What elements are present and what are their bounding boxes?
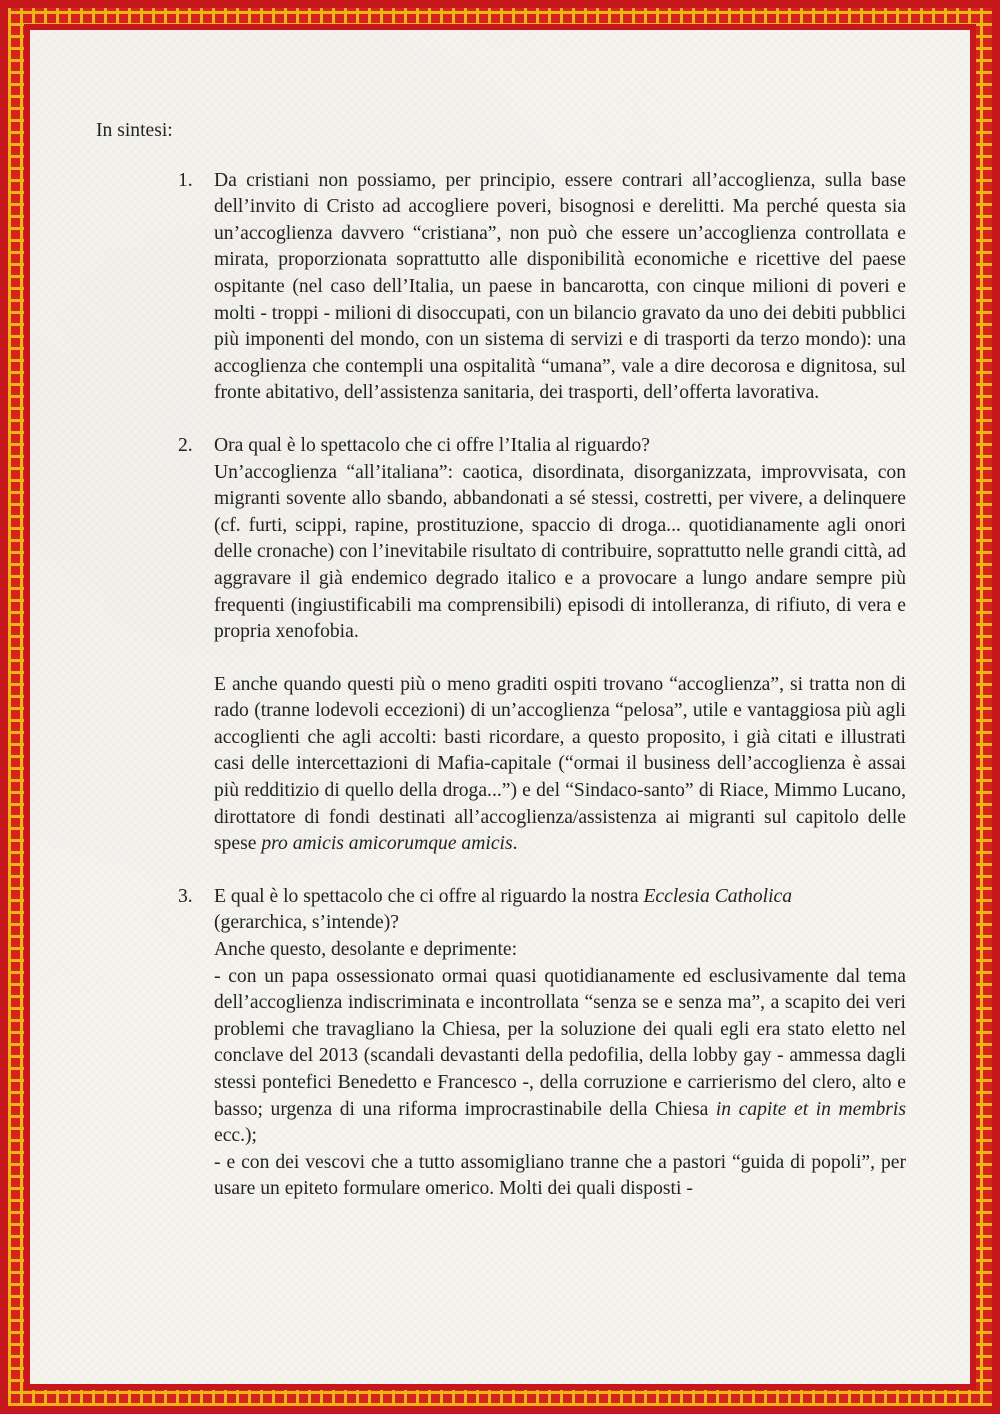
- numbered-list: [96, 168, 906, 1203]
- text-run: E qual è lo spettacolo che ci offre al riguardo la nostra: [214, 885, 644, 907]
- item-3-question-cont: (gerarchica, s’intende)?: [214, 912, 399, 934]
- document-body: [96, 118, 906, 1229]
- item-3-paragraph-2: - e con dei vescovi che a tutto assomigliano tranne che a pastori “guida di popoli”, per usare un epiteto formulare omerico. Molti dei quali disposti -: [214, 1151, 906, 1200]
- text-run: ecc.);: [214, 1125, 257, 1147]
- item-3-paragraph-1: [214, 964, 906, 1150]
- text-run: E anche quando questi più o meno graditi ospiti trovano “accoglienza”, si tratta non di rado (tranne lodevoli eccezioni) di un’accoglienza “pelosa”, utile e vantaggiosa più agli accoglienti che agli accolti: basti ricordare, a questo proposito, i già citati e illustrati casi delle intercettazioni di Mafia-capitale (“ormai il business dell’accoglienza è assai più redditizio di quello della droga...”) e del “Sindaco-santo” di Riace, Mimmo Lucano, dirottatore di fondi destinati all’accoglienza/assistenza ai migranti sul capitolo delle spese: [214, 673, 906, 855]
- item-number: 3.: [178, 885, 193, 907]
- list-item-3: [96, 884, 906, 1203]
- item-number: 1.: [178, 169, 193, 191]
- list-item-1: [96, 168, 906, 407]
- item-3-question: [214, 884, 906, 911]
- item-2-question: Ora qual è lo spettacolo che ci offre l’Italia al riguardo?: [214, 434, 650, 456]
- italic-phrase: in capite et in membris: [715, 1098, 907, 1120]
- item-3-intro: Anche questo, desolante e deprimente:: [214, 939, 518, 961]
- italic-phrase: pro amicis amicorumque amicis: [261, 833, 513, 855]
- list-item-2: [96, 433, 906, 858]
- text-run: - con un papa ossessionato ormai quasi quotidianamente ed esclusivamente dal tema dell’accoglienza indiscriminata e incontrollata “senza se e senza ma”, a scapito dei veri problemi che travagliano la Chiesa, per la soluzione dei quali egli era stato eletto nel conclave del 2013 (scandali devastanti della pedofilia, della lobby gay - ammessa dagli stessi pontefici Benedetto e Francesco -, della corruzione e carrierismo del clero, alto e basso; urgenza di una riforma improcrastinabile della Chiesa: [214, 965, 906, 1120]
- item-2-paragraph-2: [214, 672, 906, 858]
- item-1-paragraph: Da cristiani non possiamo, per principio, essere contrari all’accoglienza, sulla base dell’invito di Cristo ad accogliere poveri, bisognosi e derelitti. Ma perché questa sia un’accoglienza davvero “cristiana”, non può che essere un’accoglienza controllata e mirata, proporzionata soprattutto alle disponibilità economiche e ricettive del paese ospitante (nel caso dell’Italia, un paese in bancarotta, con cinque milioni di poveri e molti - troppi - milioni di disoccupati, con un bilancio gravato da uno dei debiti pubblici più imponenti del mondo, con un sistema di servizi e di trasporti da terzo mondo): una accoglienza che contempli una ospitalità “umana”, vale a dire decorosa e dignitosa, sul fronte abitativo, dell’assistenza sanitaria, dei trasporti, dell’offerta lavorativa.: [214, 169, 906, 404]
- italic-phrase: Ecclesia Catholica: [643, 885, 793, 907]
- text-run: .: [512, 833, 518, 855]
- intro-heading: In sintesi:: [96, 120, 173, 141]
- item-number: 2.: [178, 434, 193, 456]
- item-2-paragraph-1: Un’accoglienza “all’italiana”: caotica, disordinata, disorganizzata, improvvisata, con migranti sovente allo sbando, abbandonati a sé stessi, costretti, per vivere, a delinquere (cf. furti, scippi, rapine, prostituzione, spaccio di droga... quotidianamente agli onori delle cronache) con l’inevitabile risultato di contribuire, soprattutto nelle grandi città, ad aggravare il già endemico degrado italico e a provocare a lungo andare sempre più frequenti (ingiustificabili ma comprensibili) episodi di intolleranza, di rifiuto, di vera e propria xenofobia.: [214, 461, 906, 643]
